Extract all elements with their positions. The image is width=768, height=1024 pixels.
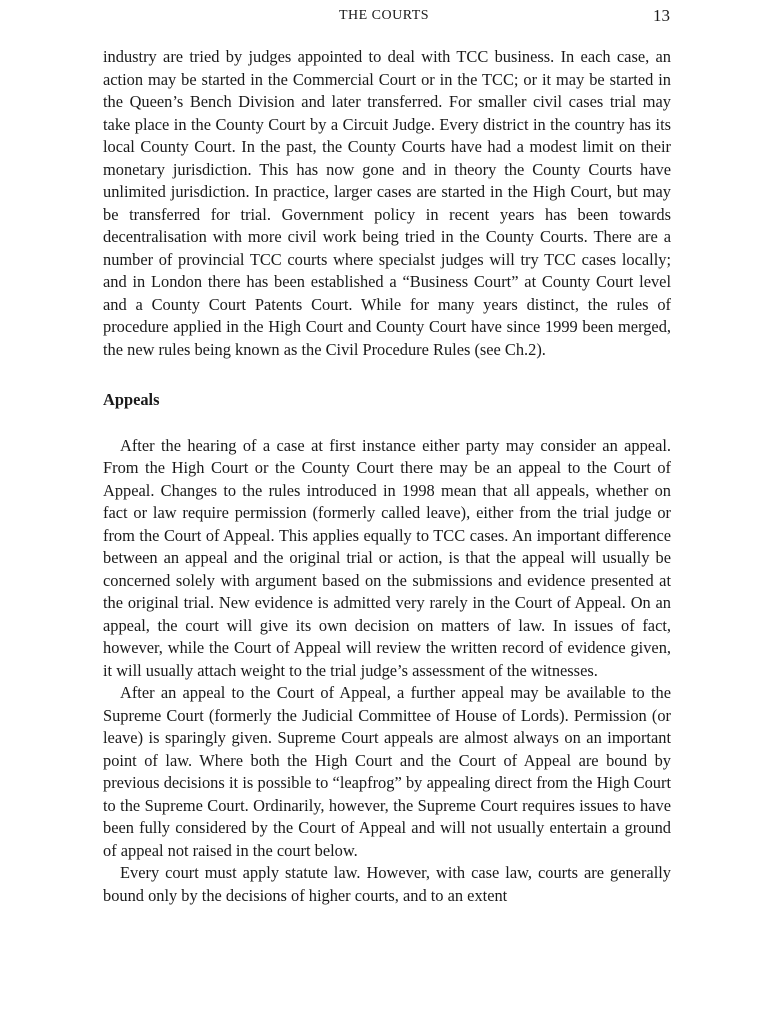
page-number: 13 [653,6,670,25]
section-heading-appeals: Appeals [103,390,160,409]
paragraph-appeals-1: After the hearing of a case at first instance either party may consider an appeal. From the High Court or the County Court there may be an appeal to the Court of Appeal. Changes to the rules introduced in 1998 mean that all appeals, whether on fact or law require permission (formerly called leave), either from the trial judge or from the Court of Appeal. This applies equally to TCC cases. An important difference between an appeal and the original trial or action, is that the appeal will usually be concerned solely with argument based on the submissions and evidence presented at the original trial. New evidence is admitted very rarely in the Court of Appeal. On an appeal, the court will give its own decision on matters of law. In issues of fact, however, while the Court of Appeal will review the written record of evidence given, it will usually attach weight to the trial judge’s assessment of the witnesses. [103,435,671,680]
paragraph-continued: industry are tried by judges appointed to deal with TCC business. In each case, an action may be started in the Commercial Court or in the TCC; or it may be started in the Queen’s Bench Division and later transferred. For smaller civil cases trial may take place in the County Court by a Circuit Judge. Every district in the country has its local County Court. In the past, the County Courts have had a modest limit on their monetary jurisdiction. This has now gone and in theory the County Courts have unlimited jurisdiction. In practice, larger cases are started in the High Court, but may be transferred for trial. Government policy in recent years has been towards decentralisation with more civil work being tried in the County Courts. There are a number of provincial TCC courts where specialst judges will try TCC cases locally; and in London there has been established a “Business Court” at County Court level and a County Court Patents Court. While for many years distinct, the rules of procedure applied in the High Court and County Court have since 1999 been merged, the new rules being known as the Civil Procedure Rules (see Ch.2). [103,47,671,359]
paragraph-appeals-2: After an appeal to the Court of Appeal, a further appeal may be available to the Supreme Court (formerly the Judicial Committee of House of Lords). Permission (or leave) is sparingly given. Supreme Court appeals are almost always on an important point of law. Where both the High Court and the Court of Appeal are bound by previous decisions it is possible to “leapfrog” by appealing direct from the High Court to the Supreme Court. Ordinarily, however, the Supreme Court requires issues to have been fully considered by the Court of Appeal and will not usually entertain a ground of appeal not raised in the court below. [103,683,671,860]
body-text [103,46,671,907]
paragraph-appeals-3: Every court must apply statute law. However, with case law, courts are generally bound only by the decisions of higher courts, and to an extent [103,863,671,905]
running-title: THE COURTS [338,8,430,23]
running-head [0,6,768,26]
